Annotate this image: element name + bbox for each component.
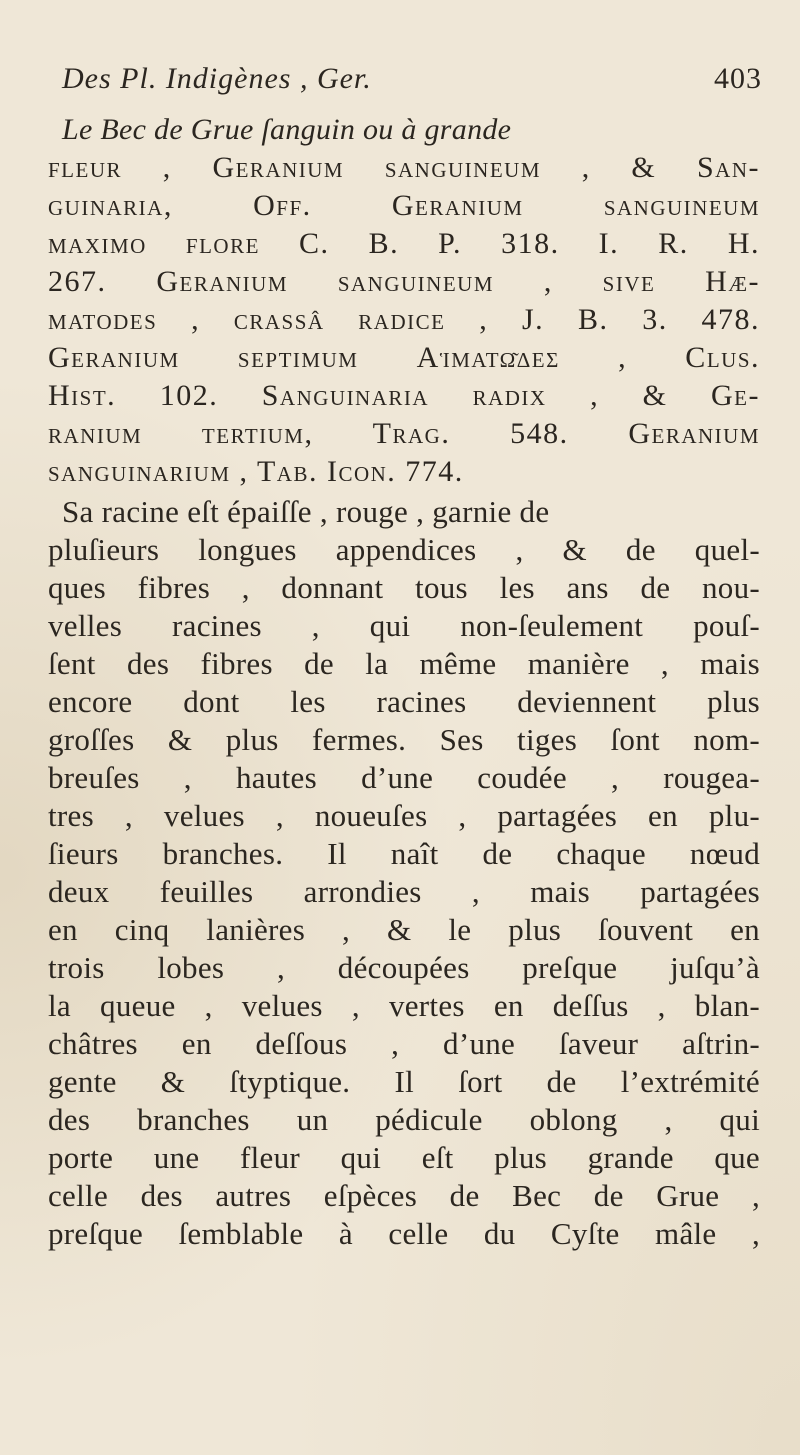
desc-line-18: porte une fleur qui eſt plus grande que xyxy=(48,1140,760,1175)
desc-line-1: Sa racine eſt épaiſſe , rouge , garnie de xyxy=(62,494,550,529)
desc-line-20: preſque ſemblable à celle du Cyſte mâle , xyxy=(48,1216,760,1251)
desc-line-19: celle des autres eſpèces de Bec de Grue , xyxy=(48,1178,760,1213)
desc-line-5: ſent des fibres de la même manière , mais xyxy=(48,646,760,681)
desc-line-14: la queue , velues , vertes en deſſus , blan- xyxy=(48,988,760,1023)
entry-line-2: fleur , Geranium sanguineum , & San- xyxy=(48,151,760,184)
entry-line-10: sanguinarium , Tab. Icon. 774. xyxy=(48,455,464,488)
desc-line-11: deux feuilles arrondies , mais partagées xyxy=(48,874,760,909)
entry-line-5: 267. Geranium sanguineum , ſive Hæ- xyxy=(48,265,760,298)
entry-line-8: Hiſt. 102. Sanguinaria radix , & Ge- xyxy=(48,379,760,412)
desc-line-16: gente & ſtyptique. Il ſort de l’extrémité xyxy=(48,1064,760,1099)
running-header xyxy=(62,62,762,108)
entry-line-9: ranium tertium, Trag. 548. Geranium xyxy=(48,417,760,450)
desc-line-17: des branches un pédicule oblong , qui xyxy=(48,1102,760,1137)
desc-line-13: trois lobes , découpées preſque juſqu’à xyxy=(48,950,760,985)
page-number: 403 xyxy=(714,62,762,95)
desc-line-8: breuſes , hautes d’une coudée , rougea- xyxy=(48,760,760,795)
entry-line-4: maximo flore C. B. P. 318. I. R. H. xyxy=(48,227,760,260)
desc-line-12: en cinq lanières , & le plus ſouvent en xyxy=(48,912,760,947)
desc-line-9: tres , velues , noueuſes , partagées en plu- xyxy=(48,798,760,833)
entry-line-3: guinaria, Off. Geranium sanguineum xyxy=(48,189,760,222)
desc-line-3: ques fibres , donnant tous les ans de nou- xyxy=(48,570,760,605)
entry-line-1: Le Bec de Grue ſanguin ou à grande xyxy=(62,113,512,146)
desc-line-2: pluſieurs longues appendices , & de quel- xyxy=(48,532,760,567)
entry-line-7: Geranium septimum Αἱματῶδες , Cluſ. xyxy=(48,341,760,374)
desc-line-10: ſieurs branches. Il naît de chaque nœud xyxy=(48,836,760,871)
desc-line-6: encore dont les racines deviennent plus xyxy=(48,684,760,719)
desc-line-4: velles racines , qui non-ſeulement pouſ- xyxy=(48,608,760,643)
desc-line-15: châtres en deſſous , d’une ſaveur aſtrin- xyxy=(48,1026,760,1061)
desc-line-7: groſſes & plus fermes. Ses tiges ſont nom- xyxy=(48,722,760,757)
entry-line-6: matodes , craſsâ radice , J. B. 3. 478. xyxy=(48,303,760,336)
running-title: Des Pl. Indigènes , Ger. xyxy=(62,62,372,95)
